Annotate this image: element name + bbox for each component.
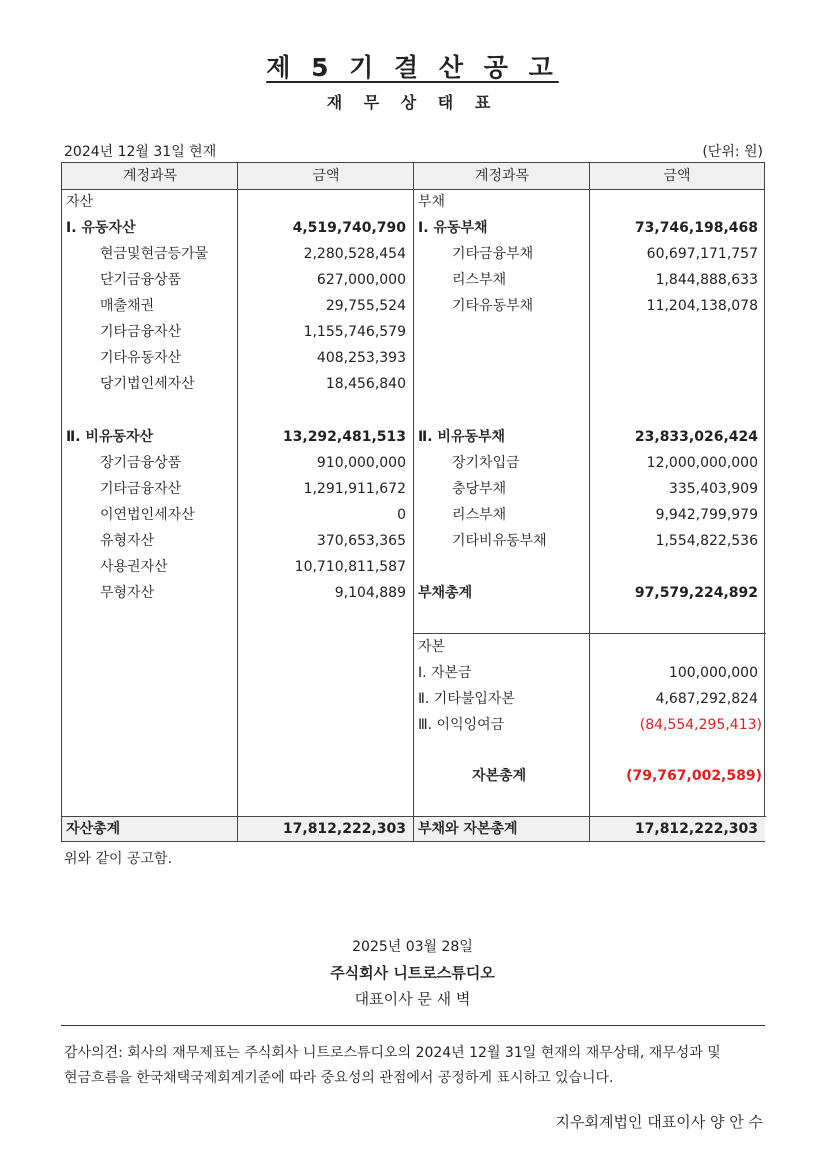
- notice-text: 위와 같이 공고함.: [64, 851, 173, 867]
- asset-item-label: 유형자산: [100, 533, 155, 549]
- liability-item-value: 60,697,171,757: [646, 246, 758, 262]
- current-liabilities-label: Ⅰ. 유동부채: [418, 220, 488, 236]
- noncurrent-assets-value: 13,292,481,513: [282, 429, 406, 445]
- noncurrent-liabilities-value: 23,833,026,424: [634, 429, 758, 445]
- asset-item-label: 기타금융자산: [100, 481, 182, 497]
- liability-item-value: 335,403,909: [668, 481, 758, 497]
- assets-section-label: 자산: [66, 194, 94, 210]
- assets-total-value: 17,812,222,303: [282, 821, 406, 837]
- liability-item-label: 리스부채: [452, 272, 507, 288]
- liability-item-value: 9,942,799,979: [655, 507, 758, 523]
- equity-total-value: (79,767,002,589): [626, 768, 762, 784]
- asset-item-value: 9,104,889: [334, 585, 406, 601]
- asset-item-value: 627,000,000: [316, 272, 406, 288]
- liability-item-value: 1,844,888,633: [655, 272, 758, 288]
- audit-opinion: [64, 1041, 769, 1091]
- balance-sheet-table: [61, 162, 765, 842]
- asset-item-label: 단기금융상품: [100, 272, 182, 288]
- footer-divider: [61, 1025, 765, 1026]
- asset-item-label: 장기금융상품: [100, 455, 182, 471]
- asset-item-label: 이연법인세자산: [100, 507, 195, 523]
- column-divider: [589, 163, 590, 841]
- liability-item-label: 기타금융부채: [452, 246, 534, 262]
- noncurrent-assets-label: Ⅱ. 비유동자산: [66, 429, 154, 445]
- asset-item-label: 매출채권: [100, 298, 155, 314]
- current-assets-value: 4,519,740,790: [292, 220, 406, 236]
- asset-item-value: 2,280,528,454: [303, 246, 406, 262]
- audit-opinion-line: 감사의견: 회사의 재무제표는 주식회사 니트로스튜디오의 2024년 12월 31일 현재의 재무상태, 재무성과 및: [64, 1045, 721, 1061]
- equity-section-divider: [414, 633, 766, 634]
- liab-equity-total-value: 17,812,222,303: [634, 821, 758, 837]
- as-of-date: 2024년 12월 31일 현재: [64, 144, 217, 160]
- liab-equity-total-label: 부채와 자본총계: [418, 821, 518, 837]
- equity-total-label: 자본총계: [472, 768, 527, 784]
- col-header-liab-amount: 금액: [590, 163, 764, 190]
- equity-section-label: 자본: [418, 639, 446, 655]
- total-row-divider: [62, 816, 766, 817]
- audit-opinion-line: 현금흐름을 한국채택국제회계기준에 따라 중요성의 관점에서 공정하게 표시하고 있습니다.: [64, 1070, 614, 1086]
- equity-item-label: Ⅲ. 이익잉여금: [418, 717, 505, 733]
- current-assets-label: Ⅰ. 유동자산: [66, 220, 136, 236]
- col-header-asset-amount: 금액: [238, 163, 414, 190]
- asset-item-label: 당기법인세자산: [100, 376, 195, 392]
- asset-item-value: 1,291,911,672: [303, 481, 406, 497]
- announcement-date: 2025년 03월 28일: [352, 939, 473, 955]
- liability-item-value: 1,554,822,536: [655, 533, 758, 549]
- current-liabilities-value: 73,746,198,468: [634, 220, 758, 236]
- asset-item-value: 18,456,840: [325, 376, 406, 392]
- liabilities-total-label: 부채총계: [418, 585, 473, 601]
- asset-item-value: 910,000,000: [316, 455, 406, 471]
- asset-item-label: 무형자산: [100, 585, 155, 601]
- asset-item-label: 현금및현금등가물: [100, 246, 209, 262]
- asset-item-value: 370,653,365: [316, 533, 406, 549]
- liabilities-total-value: 97,579,224,892: [634, 585, 758, 601]
- asset-item-value: 0: [397, 507, 406, 523]
- notice-title: 제 5 기 결 산 공 고: [266, 53, 559, 82]
- asset-item-label: 기타유동자산: [100, 350, 182, 366]
- company-name: 주식회사 니트로스튜디오: [330, 964, 495, 982]
- col-header-liab-account: 계정과목: [414, 163, 590, 190]
- auditor-signature: 지우회계법인 대표이사 양 안 수: [555, 1113, 763, 1131]
- equity-item-label: Ⅰ. 자본금: [418, 665, 472, 681]
- equity-item-value-negative: (84,554,295,413): [639, 717, 762, 733]
- asset-item-value: 10,710,811,587: [294, 559, 406, 575]
- assets-total-label: 자산총계: [66, 821, 121, 837]
- liabilities-section-label: 부채: [418, 194, 446, 210]
- liability-item-label: 기타유동부채: [452, 298, 534, 314]
- asset-item-value: 29,755,524: [325, 298, 406, 314]
- noncurrent-liabilities-label: Ⅱ. 비유동부채: [418, 429, 506, 445]
- asset-item-value: 408,253,393: [316, 350, 406, 366]
- liability-item-value: 11,204,138,078: [646, 298, 758, 314]
- liability-item-label: 장기차입금: [452, 455, 520, 471]
- column-divider: [413, 163, 414, 841]
- equity-item-label: Ⅱ. 기타불입자본: [418, 691, 515, 707]
- asset-item-label: 기타금융자산: [100, 324, 182, 340]
- equity-item-value: 100,000,000: [668, 665, 758, 681]
- equity-item-value: 4,687,292,824: [655, 691, 758, 707]
- asset-item-value: 1,155,746,579: [303, 324, 406, 340]
- statement-title: 재 무 상 태 표: [326, 93, 499, 112]
- col-header-asset-account: 계정과목: [62, 163, 238, 190]
- liability-item-label: 충당부채: [452, 481, 507, 497]
- liability-item-label: 기타비유동부채: [452, 533, 547, 549]
- company-ceo: 대표이사 문 새 벽: [354, 990, 471, 1008]
- asset-item-label: 사용권자산: [100, 559, 168, 575]
- unit-label: (단위: 원): [702, 144, 763, 160]
- column-divider: [237, 163, 238, 841]
- liability-item-value: 12,000,000,000: [646, 455, 758, 471]
- liability-item-label: 리스부채: [452, 507, 507, 523]
